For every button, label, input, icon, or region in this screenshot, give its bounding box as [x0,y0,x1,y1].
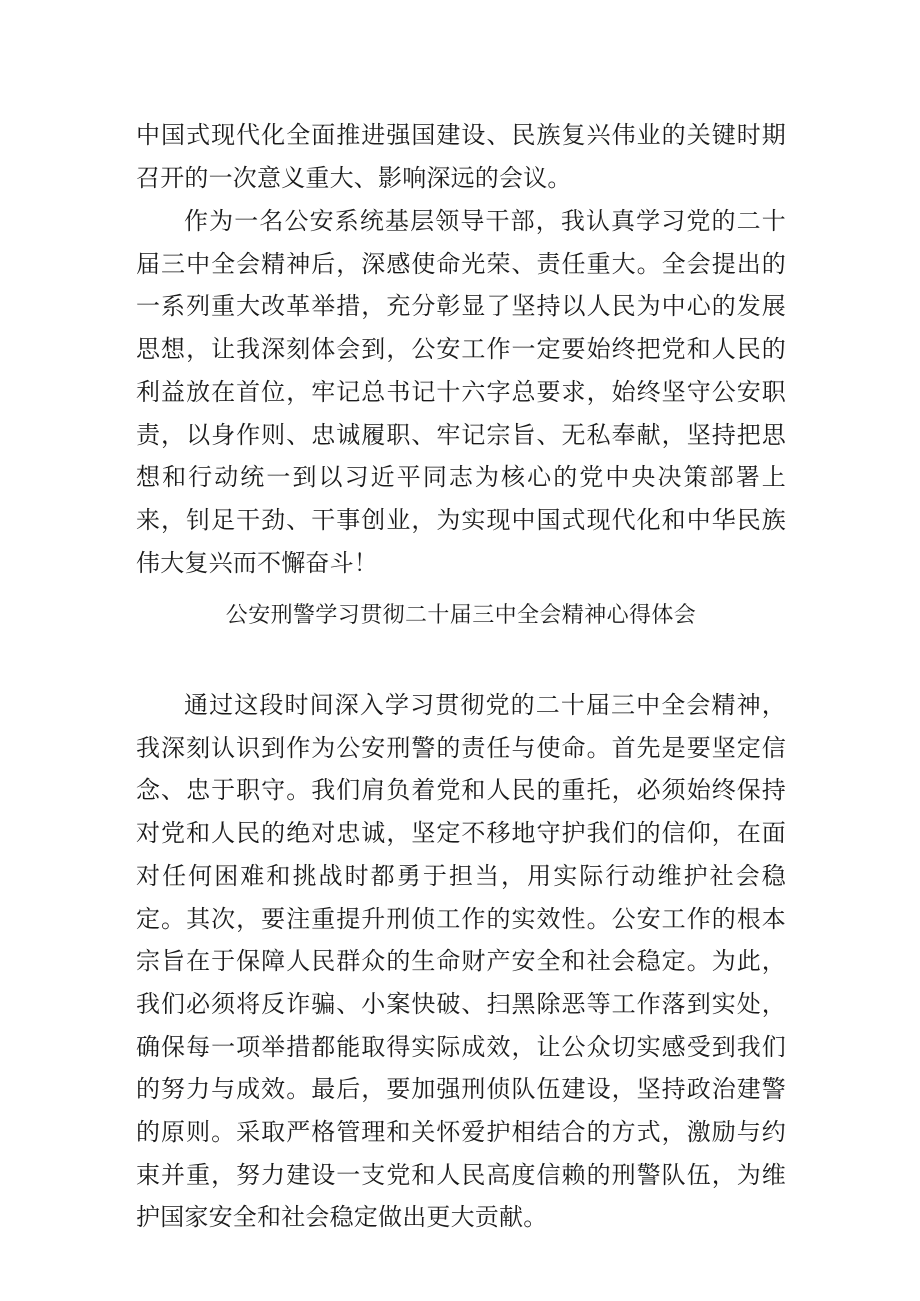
paragraph-continuation: 中国式现代化全面推进强国建设、民族复兴伟业的关键时期召开的一次意义重大、影响深远的会议。 [136,121,786,192]
section-title: 公安刑警学习贯彻二十届三中全会精神心得体会 [225,603,697,628]
paragraph-reflection: 作为一名公安系统基层领导干部，我认真学习党的二十届三中全会精神后，深感使命光荣、责任重大。全会提出的一系列重大改革举措，充分彰显了坚持以人民为中心的发展思想，让我深刻体会到，公安工作一定要始终把党和人民的利益放在首位，牢记总书记十六字总要求，始终坚守公安职责，以身作则、忠诚履职、牢记宗旨、无私奉献，坚持把思想和行动统一到以习近平同志为核心的党中央决策部署上来，钊足干劲、干事创业，为实现中国式现代化和中华民族伟大复兴而不懈奋斗！ [136,207,786,577]
paragraph-body: 通过这段时间深入学习贯彻党的二十届三中全会精神，我深刻认识到作为公安刑警的责任与使命。首先是要坚定信念、忠于职守。我们肩负着党和人民的重托，必须始终保持对党和人民的绝对忠诚，坚定不移地守护我们的信仰，在面对任何困难和挑战时都勇于担当，用实际行动维护社会稳定。其次，要注重提升刑侦工作的实效性。公安工作的根本宗旨在于保障人民群众的生命财产安全和社会稳定。为此，我们必须将反诈骗、小案快破、扫黑除恶等工作落到实处，确保每一项举措都能取得实际成效，让公众切实感受到我们的努力与成效。最后，要加强刑侦队伍建设，坚持政治建警的原则。采取严格管理和关怀爱护相结合的方式，激励与约束并重，努力建设一支党和人民高度信赖的刑警队伍，为维护国家安全和社会稳定做出更大贡献。 [136,691,786,1232]
